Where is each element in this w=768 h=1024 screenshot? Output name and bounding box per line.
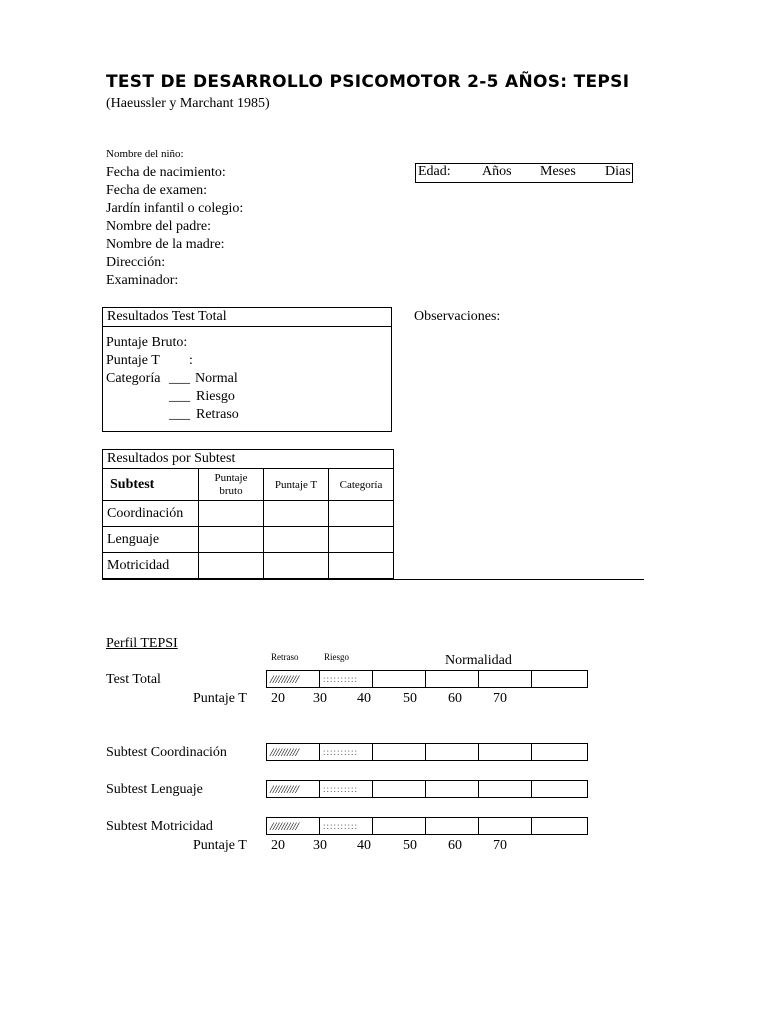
perfil-test-total-label: Test Total [106,672,161,687]
col-puntaje-t: Puntaje T [264,469,329,501]
bar-zone-normal-1 [373,781,426,797]
bar-zone-retraso: ////////// [267,671,320,687]
edad-dias: Dias [605,164,631,179]
field-examinador: Examinador: [106,273,179,288]
bar-zone-riesgo: :::::::::: [320,744,373,760]
edad-meses: Meses [540,164,576,179]
scale-tick-1: 70 [493,691,507,706]
bar-zone-normal-3 [479,671,532,687]
cell-t-coordinacion[interactable] [264,501,329,527]
field-jardin: Jardín infantil o colegio: [106,201,244,216]
section-divider [102,579,644,580]
results-total-header: Resultados Test Total [103,308,391,327]
bar-zone-riesgo: :::::::::: [320,671,373,687]
bar-zone-normal-4 [532,744,585,760]
bar-zone-normal-3 [479,781,532,797]
cell-bruto-motricidad[interactable] [199,553,264,579]
nombre-nino-label: Nombre del niño: [106,148,184,160]
row-label-coordinacion: Coordinación [103,501,199,527]
profile-bar-motricidad [266,817,588,835]
bar-zone-normal-2 [426,671,479,687]
col-categoria: Categoría [329,469,394,501]
categoria-riesgo: Riesgo [196,389,235,404]
bar-zone-retraso: ////////// [267,744,320,760]
cell-t-motricidad[interactable] [264,553,329,579]
page-title: TEST DE DESARROLLO PSICOMOTOR 2-5 AÑOS: TEPSI [106,72,630,92]
field-fecha-nacimiento: Fecha de nacimiento: [106,165,226,180]
observaciones-label: Observaciones: [414,309,501,324]
bar-zone-normal-4 [532,671,585,687]
col-puntaje-bruto: Puntaje bruto [199,469,264,501]
field-nombre-madre: Nombre de la madre: [106,237,225,252]
perfil-riesgo-label: Riesgo [324,652,350,662]
scale-tick-2: 40 [357,838,371,853]
perfil-sub-motr-label: Subtest Motricidad [106,819,213,834]
cell-t-lenguaje[interactable] [264,527,329,553]
cell-cat-lenguaje[interactable] [329,527,394,553]
results-total-box [102,307,392,432]
subtest-table [102,449,394,579]
scale-tick-1: 20 [271,691,285,706]
bar-zone-retraso: ////////// [267,818,320,834]
cell-cat-coordinacion[interactable] [329,501,394,527]
scale-tick-2: 60 [448,838,462,853]
scale-tick-1: 30 [313,691,327,706]
row-label-motricidad: Motricidad [103,553,199,579]
perfil-puntaje-t-label-1: Puntaje T [193,691,247,706]
field-nombre-padre: Nombre del padre: [106,219,211,234]
profile-bar-coordinacion [266,743,588,761]
perfil-retraso-label: Retraso [271,652,299,662]
blank-riesgo: ___ [169,389,190,404]
table-row [103,553,394,579]
col-subtest: Subtest [103,469,199,501]
bar-zone-normal-4 [532,818,585,834]
categoria-label: Categoría [106,371,161,386]
puntaje-t-label: Puntaje T [106,353,160,368]
scale-tick-1: 40 [357,691,371,706]
perfil-puntaje-t-label-2: Puntaje T [193,838,247,853]
table-row [103,501,394,527]
cell-bruto-coordinacion[interactable] [199,501,264,527]
scale-tick-2: 20 [271,838,285,853]
bar-zone-normal-3 [479,744,532,760]
edad-label: Edad: [418,164,451,179]
field-direccion: Dirección: [106,255,166,270]
scale-tick-1: 50 [403,691,417,706]
bar-zone-riesgo: :::::::::: [320,818,373,834]
scale-tick-2: 70 [493,838,507,853]
blank-normal: ___ [169,371,190,386]
bar-zone-normal-2 [426,818,479,834]
scale-tick-2: 50 [403,838,417,853]
perfil-normalidad-label: Normalidad [445,653,512,668]
scale-tick-2: 30 [313,838,327,853]
bar-zone-normal-2 [426,781,479,797]
puntaje-t-colon: : [189,353,193,368]
profile-bar-test-total [266,670,588,688]
table-row [103,527,394,553]
page-subtitle: (Haeussler y Marchant 1985) [106,96,270,111]
cell-bruto-lenguaje[interactable] [199,527,264,553]
bar-zone-normal-2 [426,744,479,760]
puntaje-bruto-label: Puntaje Bruto: [106,335,188,350]
bar-zone-normal-1 [373,671,426,687]
perfil-sub-leng-label: Subtest Lenguaje [106,782,203,797]
perfil-title: Perfil TEPSI [106,636,178,651]
row-label-lenguaje: Lenguaje [103,527,199,553]
field-fecha-examen: Fecha de examen: [106,183,208,198]
subtest-table-header: Resultados por Subtest [103,450,394,469]
blank-retraso: ___ [169,407,190,422]
perfil-sub-coord-label: Subtest Coordinación [106,745,227,760]
profile-bar-lenguaje [266,780,588,798]
bar-zone-normal-3 [479,818,532,834]
scale-tick-1: 60 [448,691,462,706]
bar-zone-retraso: ////////// [267,781,320,797]
cell-cat-motricidad[interactable] [329,553,394,579]
bar-zone-normal-4 [532,781,585,797]
edad-anos: Años [482,164,512,179]
bar-zone-normal-1 [373,744,426,760]
categoria-retraso: Retraso [196,407,239,422]
categoria-normal: Normal [195,371,238,386]
bar-zone-riesgo: :::::::::: [320,781,373,797]
bar-zone-normal-1 [373,818,426,834]
edad-box [415,163,633,183]
